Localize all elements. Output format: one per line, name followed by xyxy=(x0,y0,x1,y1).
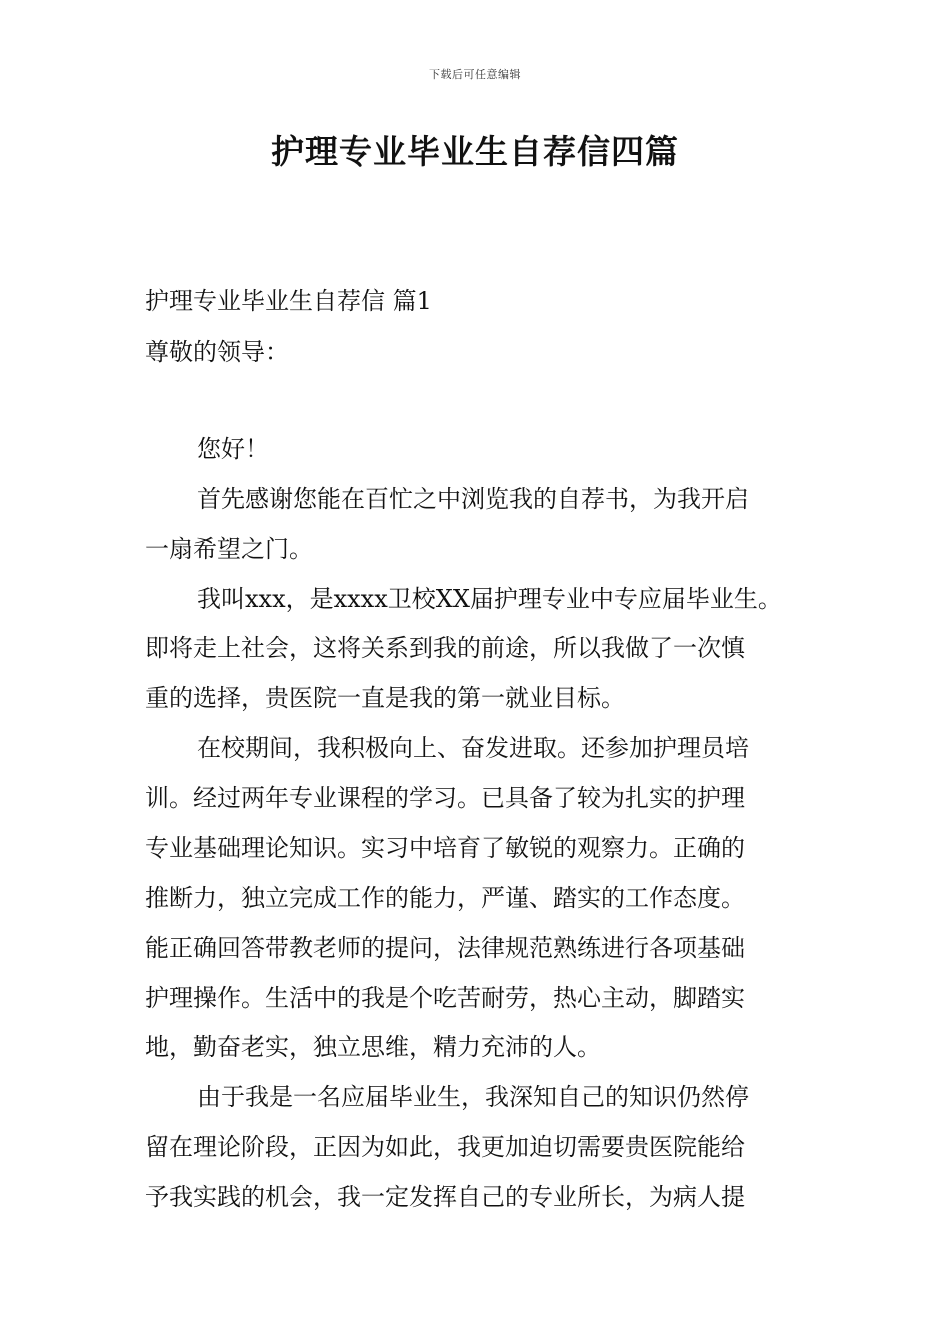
greeting: 您好！ xyxy=(197,435,269,463)
body-line: 留在理论阶段，正因为如此，我更加迫切需要贵医院能给 xyxy=(145,1133,745,1161)
body-line: 地，勤奋老实，独立思维，精力充沛的人。 xyxy=(145,1033,601,1061)
body-line: 能正确回答带教老师的提问，法律规范熟练进行各项基础 xyxy=(145,934,745,962)
body-line: 护理操作。生活中的我是个吃苦耐劳，热心主动，脚踏实 xyxy=(145,984,745,1012)
body-line: 专业基础理论知识。实习中培育了敏锐的观察力。正确的 xyxy=(145,834,745,862)
body-line: 予我实践的机会，我一定发挥自己的专业所长，为病人提 xyxy=(145,1183,745,1211)
header-note: 下载后可任意编辑 xyxy=(429,68,521,81)
body-line: 推断力，独立完成工作的能力，严谨、踏实的工作态度。 xyxy=(145,884,745,912)
document-title: 护理专业毕业生自荐信四篇 xyxy=(271,132,679,171)
body-line: 重的选择，贵医院一直是我的第一就业目标。 xyxy=(145,684,625,712)
body-line: 即将走上社会，这将关系到我的前途，所以我做了一次慎 xyxy=(145,634,745,662)
body-line: 我叫xxx，是xxxx卫校XX届护理专业中专应届毕业生。 xyxy=(197,585,782,613)
body-line: 由于我是一名应届毕业生，我深知自己的知识仍然停 xyxy=(197,1083,749,1111)
salutation: 尊敬的领导： xyxy=(145,338,289,366)
body-line: 在校期间，我积极向上、奋发进取。还参加护理员培 xyxy=(197,734,749,762)
body-line: 训。经过两年专业课程的学习。已具备了较为扎实的护理 xyxy=(145,784,745,812)
body-line: 一扇希望之门。 xyxy=(145,535,313,563)
section-heading: 护理专业毕业生自荐信 篇1 xyxy=(145,287,432,315)
body-line: 首先感谢您能在百忙之中浏览我的自荐书，为我开启 xyxy=(197,485,749,513)
